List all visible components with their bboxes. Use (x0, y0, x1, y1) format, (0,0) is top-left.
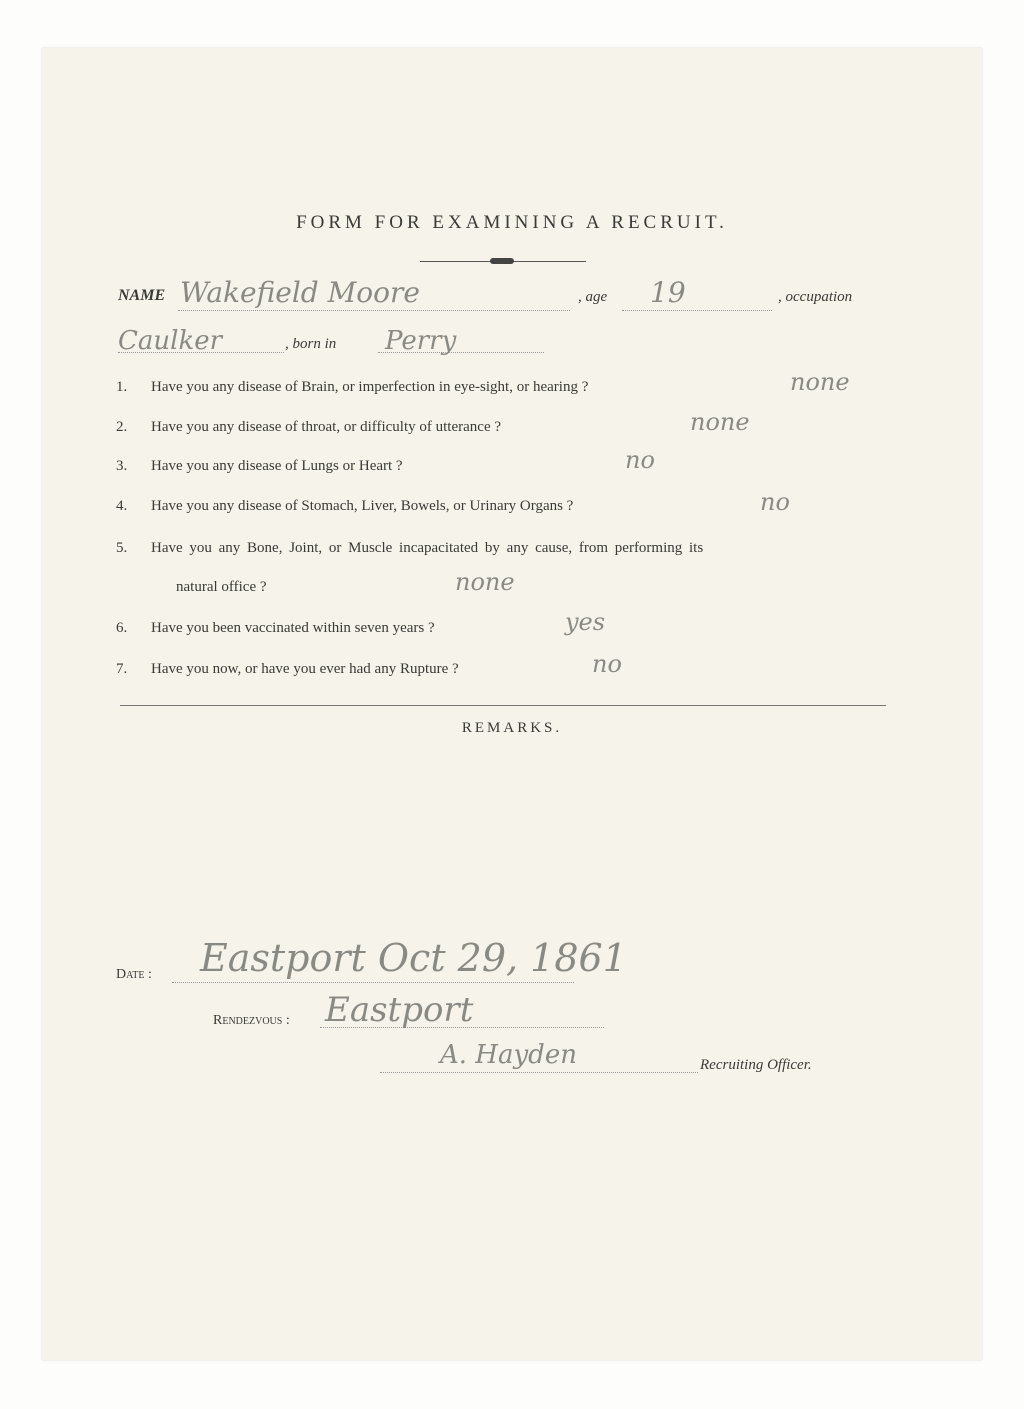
officer-label: Recruiting Officer. (700, 1057, 812, 1073)
question-answer: no (625, 446, 655, 474)
question-num: 3. (116, 458, 128, 474)
question-text: Have you now, or have you ever had any Rupture ? (151, 661, 459, 677)
date-label: Date : (116, 967, 152, 982)
question-num: 7. (116, 661, 128, 677)
question-num: 2. (116, 419, 128, 435)
title-ornament (490, 258, 514, 264)
question-text-continued: natural office ? (176, 579, 267, 595)
born-value: Perry (385, 326, 457, 356)
officer-signature: A. Hayden (440, 1040, 577, 1070)
question-text: Have you any Bone, Joint, or Muscle incapacitated by any cause, from performing its (151, 540, 704, 556)
officer-line (380, 1072, 698, 1073)
age-value: 19 (650, 276, 686, 309)
born-label: , born in (285, 336, 337, 352)
question-text: Have you been vaccinated within seven years ? (151, 620, 435, 636)
question-answer: none (455, 568, 515, 596)
rendezvous-label: Rendezvous : (213, 1013, 290, 1028)
occupation-label: , occupation (778, 289, 853, 305)
date-value: Eastport Oct 29, 1861 (200, 936, 627, 980)
name-value: Wakefield Moore (180, 276, 420, 309)
form-paper (42, 48, 982, 1360)
name-line (178, 310, 570, 311)
question-num: 1. (116, 379, 128, 395)
question-text: Have you any disease of Stomach, Liver, Bowels, or Urinary Organs ? (151, 498, 574, 514)
question-num: 4. (116, 498, 128, 514)
date-line (172, 982, 574, 983)
rendezvous-value: Eastport (325, 990, 474, 1030)
question-answer: no (760, 488, 790, 516)
question-num: 5. (116, 540, 128, 556)
form-title: FORM FOR EXAMINING A RECRUIT. (296, 212, 728, 233)
age-line (622, 310, 772, 311)
question-answer: none (690, 408, 750, 436)
question-answer: no (592, 650, 622, 678)
age-label: , age (578, 289, 608, 305)
occupation-value: Caulker (118, 326, 223, 356)
question-text: Have you any disease of throat, or difficulty of utterance ? (151, 419, 502, 435)
question-num: 6. (116, 620, 128, 636)
name-label: NAME (118, 287, 166, 304)
question-answer: yes (565, 608, 606, 636)
section-divider (120, 705, 886, 706)
question-text: Have you any disease of Lungs or Heart ? (151, 458, 403, 474)
remarks-heading: REMARKS. (461, 720, 563, 736)
question-answer: none (790, 368, 850, 396)
question-text: Have you any disease of Brain, or imperfection in eye-sight, or hearing ? (151, 379, 589, 395)
